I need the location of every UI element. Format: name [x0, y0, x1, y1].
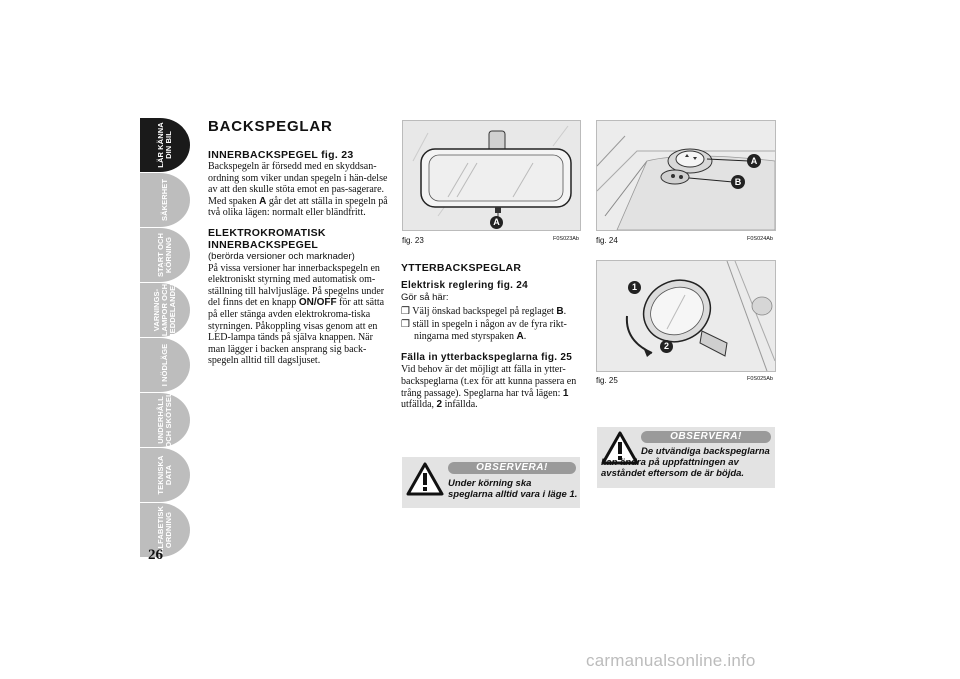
folding-heading: Fälla in ytterbackspeglarna fig. 25 [401, 352, 573, 364]
figure-23-label: fig. 23 [402, 236, 424, 245]
bullet-icon: ❒ [401, 305, 410, 317]
tab-i-nodlage[interactable] [140, 338, 190, 392]
folding-mirror-illustration [597, 261, 775, 371]
marker-2: 2 [660, 340, 673, 353]
interior-mirror-illustration [403, 121, 580, 230]
page-number: 26 [148, 547, 163, 563]
electrochromic-heading-1: ELEKTROKROMATISK [208, 226, 326, 239]
tab-underhall[interactable] [140, 393, 190, 447]
column-outer-mirrors [401, 262, 581, 411]
page-title: BACKSPEGLAR [208, 118, 333, 135]
tab-tekniska-data[interactable] [140, 448, 190, 502]
column-inner-mirror [208, 118, 388, 367]
tab-label: ALFABETISK ORDNING [156, 505, 173, 555]
inner-mirror-paragraph-2: Med spaken A går det att ställa in spegeln på två olika lägen: normalt eller bländfritt. [208, 195, 388, 219]
warning-box-curved [597, 427, 775, 488]
bullet-icon: ❒ [401, 319, 410, 331]
figure-24-label: fig. 24 [596, 236, 618, 245]
warning-title: OBSERVERA! [641, 431, 771, 443]
tab-label: SÄKERHET [160, 178, 169, 222]
watermark-footer: carmanualsonline.info [586, 651, 756, 670]
figure-25-label: fig. 25 [596, 376, 618, 385]
key-a: A [259, 195, 267, 207]
warning-box-fold [402, 457, 580, 508]
warning-triangle-icon [406, 462, 444, 496]
key-a: A [516, 330, 524, 342]
warning-title: OBSERVERA! [448, 462, 576, 474]
key-on-off: ON/OFF [298, 297, 337, 309]
figure-25-folding-mirror [596, 260, 776, 372]
inner-mirror-paragraph-1: Backspegeln är försedd med en skyddsan-ordning som viker undan spegeln i hän-delse av att den skulle stöta emot en pas-sagerare. [208, 161, 388, 196]
intro-text: Gör så här: [401, 292, 449, 303]
tab-label: START OCH KÖRNING [156, 232, 173, 278]
figure-23-code: F0S023Ab [553, 236, 579, 242]
figure-23-interior-mirror [402, 120, 581, 231]
tab-lar-kanna-din-bil[interactable] [140, 118, 190, 172]
mirror-control-illustration [597, 121, 775, 230]
tab-label: I NÖDLÄGE [160, 343, 169, 387]
tab-label: LÄR KÄNNA DIN BIL [156, 122, 173, 168]
inner-mirror-heading: INNERBACKSPEGEL fig. 23 [208, 149, 354, 161]
bullet-adjust-mirror: ❒ ställ in spegeln i någon av de fyra rikt-ningarna med styrspaken A. [401, 319, 567, 342]
marker-a: A [747, 154, 761, 168]
tab-sakerhet[interactable] [140, 173, 190, 227]
bullet-select-mirror: ❒ Välj önskad backspegel på reglaget B. [401, 305, 567, 317]
chapter-tabs [140, 118, 190, 558]
outer-mirrors-heading: YTTERBACKSPEGLAR [401, 262, 522, 274]
tab-start-och-korning[interactable] [140, 228, 190, 282]
tab-varningslampor[interactable] [140, 280, 190, 340]
tab-label: UNDERHÅLL OCH SKÖTSEL [156, 392, 173, 448]
marker-1: 1 [628, 281, 641, 294]
tab-label: VARNINGS- LAMPOR OCH MEDDELANDEN [152, 280, 177, 340]
marker-b: B [731, 175, 745, 189]
warning-text: De utvändiga backspeglarna kan ändra på uppfattningen av avståndet eftersom de är böjda. [601, 446, 770, 479]
marker-a: A [490, 216, 503, 229]
figure-24-code: F0S024Ab [747, 236, 773, 242]
electrochromic-note: (berörda versioner och marknader) [208, 250, 355, 262]
folding-paragraph: Vid behov är det möjligt att fälla in ytter-backspeglarna (t.ex för att kunna passera en trång passage). Speglarna har två lägen: 1 utfällda, 2 infällda. [401, 364, 577, 411]
key-b: B [556, 305, 564, 317]
figure-25-code: F0S025Ab [747, 376, 773, 382]
tab-label: TEKNISKA DATA [156, 455, 173, 495]
electric-adjust-heading: Elektrisk reglering fig. 24 [401, 280, 529, 291]
figure-24-mirror-control [596, 120, 776, 231]
electrochromic-heading-2: INNERBACKSPEGEL [208, 238, 319, 251]
electrochromic-paragraph: På vissa versioner har innerbackspegeln en elektroniskt styrning med automatisk om-ställning till halvljusläge. På spegelns under del finns det en knapp ON/OFF för att sätta på eller stänga avden elektrokroma-tiska styrningen. Påkoppling visas genom att en LED-lampa tänds på själva knappen. När man lägger i backen ansprang sig back-spegeln alltid till dagsljuset. [208, 262, 385, 367]
warning-text: Under körning ska speglarna alltid vara i läge 1. [448, 478, 578, 500]
